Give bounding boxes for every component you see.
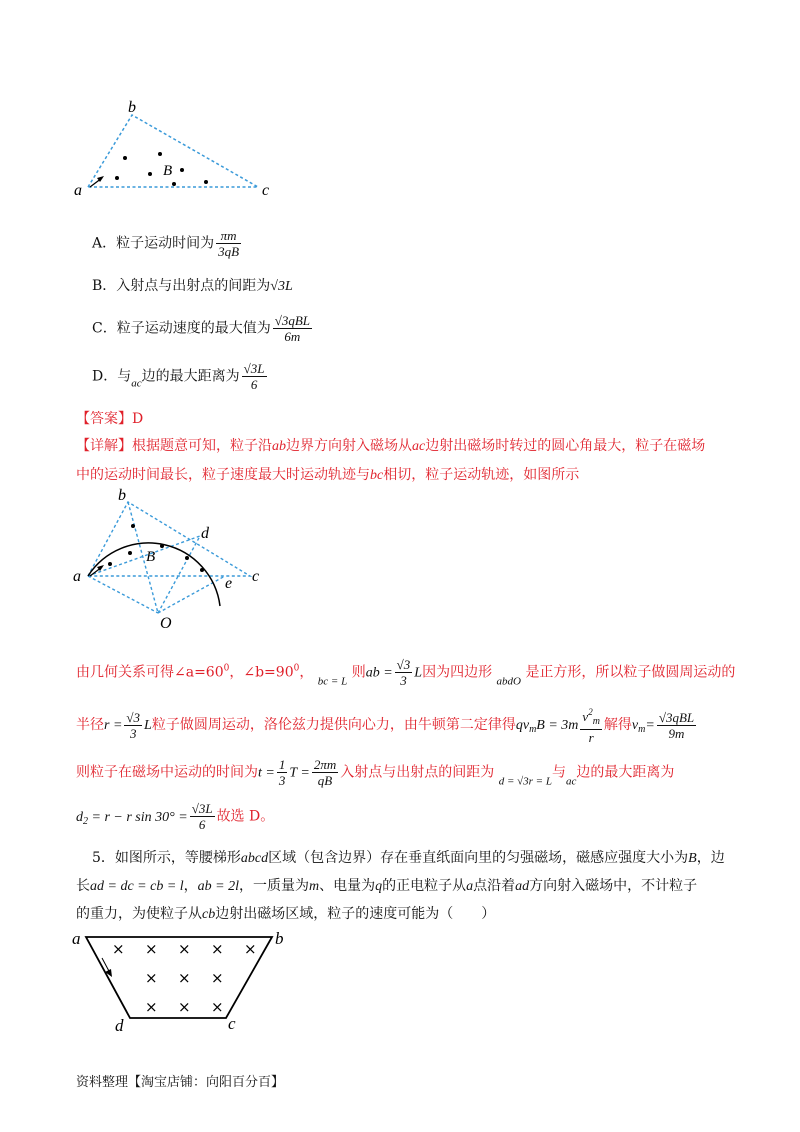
field-x-mark: ×: [211, 969, 224, 987]
field-x-mark: ×: [178, 940, 191, 958]
trapezoid-figure: [68, 928, 293, 1036]
vertex-label-b: b: [275, 929, 284, 948]
q5-line-2: 长ad = dc = cb = l，ab = 2l，一质量为m、电量为q的正电粒子从a点沿着ad方向射入磁场中，不计粒子: [76, 878, 698, 894]
field-x-mark: ×: [145, 969, 158, 987]
point-label-d: d: [201, 525, 209, 542]
q5-line-3: 的重力，为使粒子从cb边射出磁场区域，粒子的速度可能为（ ）: [76, 906, 496, 922]
field-x-mark: ×: [178, 998, 191, 1016]
vertex-label-c: c: [252, 568, 260, 585]
option-d: D．与$_{ac}$边的最大距离为 $\frac{√3L}{6}$: [92, 361, 265, 392]
option-c: C．粒子运动速度的最大值为 $\frac{\text{√3qBL}}{6m}$: [92, 313, 311, 344]
q5-line-1: 5．如图所示，等腰梯形abcd区域（包含边界）存在垂直纸面向里的匀强磁场，磁感应强度大小为B，边: [92, 850, 725, 866]
option-a: A．粒子运动时间为 $\frac{\pi m}{3qB}$: [92, 228, 240, 259]
detail-line-2: 中的运动时间最长，粒子速度最大时运动轨迹与bc相切，粒子运动轨迹，如图所示: [76, 467, 580, 483]
option-b: B．入射点与出射点的间距为√3L: [92, 278, 293, 294]
geom-line-3: 则粒子在磁场中运动的时间为t = $\frac{1}{3}$ T = $\frac{2\pi m}{qB}$ 入射点与出射点的间距为 $_{d = √3r = L}$与$_{ac}$边的最大距离为: [76, 757, 675, 788]
vertex-label-b: b: [128, 99, 136, 116]
geom-line-1: 由几何关系可得$\angle a=60^0$，$\angle b=90^0$， $_{bc = L}$ 则ab = $\frac{√3}{3}$ L因为四边形 $_{abdO}$ 是正方形，所以粒子做圆周运动的: [76, 657, 736, 688]
geom-line-4: $d_2 = r - r$ sin 30° = $\frac{√3L}{6}$ 故选 D。: [76, 801, 275, 832]
center-label-O: O: [160, 615, 172, 632]
geom-line-2: 半径r = $\frac{√3}{3}$ L粒子做圆周运动，洛伦兹力提供向心力，由牛顿第二定律得$qv_mB = 3m$ $\frac{v^2_m}{r}$ 解得$v_m=$ $\frac{\text{√3qBL}}{9m}$: [76, 707, 695, 745]
field-x-mark: ×: [145, 998, 158, 1016]
field-x-mark: ×: [244, 940, 257, 958]
detail-line-1: 【详解】根据题意可知，粒子沿ab边界方向射入磁场从ac边射出磁场时转过的圆心角最大，粒子在磁场: [76, 438, 706, 454]
field-x-mark: ×: [112, 940, 125, 958]
vertex-label-b: b: [118, 488, 126, 504]
field-x-mark: ×: [211, 998, 224, 1016]
field-label-B: B: [146, 549, 156, 565]
triangle-figure: [70, 95, 280, 205]
vertex-label-c: c: [262, 182, 270, 199]
field-marks: [112, 940, 257, 1016]
point-label-e: e: [225, 575, 233, 592]
footer-note: 资料整理【淘宝店铺：向阳百分百】: [76, 1075, 285, 1090]
field-x-mark: ×: [211, 940, 224, 958]
vertex-label-a: a: [73, 568, 81, 585]
vertex-label-d: d: [115, 1016, 124, 1035]
vertex-label-a: a: [72, 929, 81, 948]
vertex-label-a: a: [74, 182, 82, 199]
field-label-B: B: [163, 163, 173, 179]
field-x-mark: ×: [178, 969, 191, 987]
field-x-mark: ×: [145, 940, 158, 958]
trajectory-figure: [70, 488, 270, 636]
answer: 【答案】D: [76, 411, 144, 427]
vertex-label-c: c: [228, 1014, 236, 1033]
